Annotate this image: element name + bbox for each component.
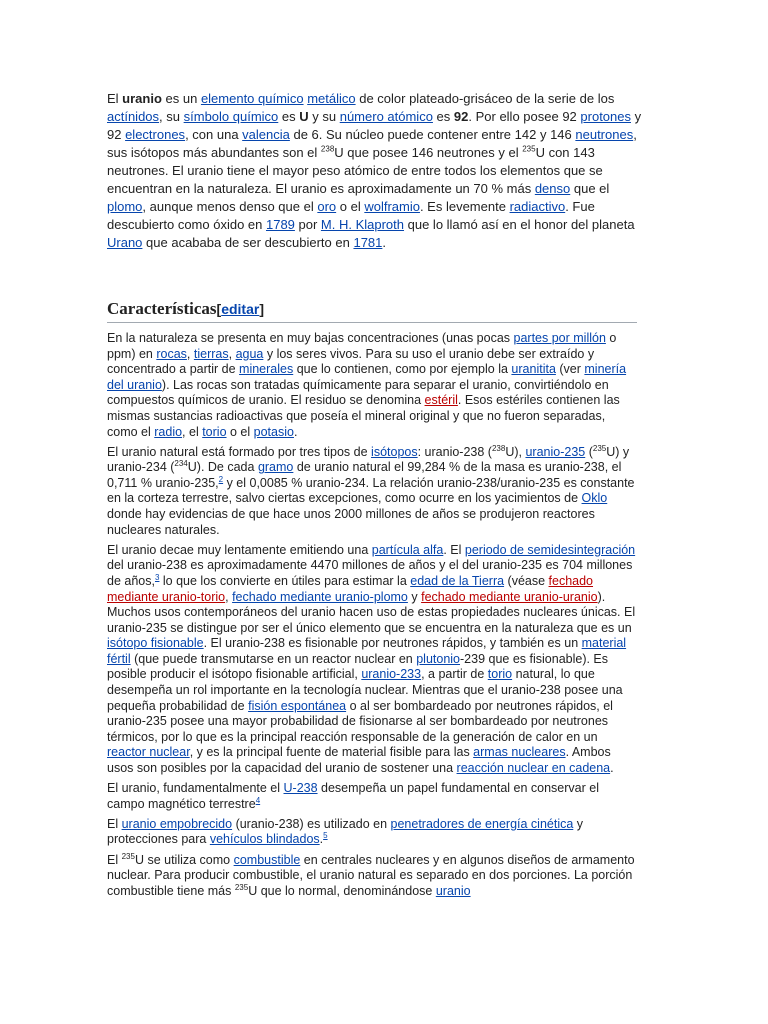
link-radio[interactable]: radio (154, 424, 183, 439)
link-mineria-del-uranio[interactable]: minería del uranio (107, 362, 627, 392)
link-wolframio[interactable]: wolframio (364, 199, 420, 214)
text-run: en centrales nucleares y en algunos diseños de armamento nuclear. Para producir combustible, el uranio natural es separado en dos porciones. La porción combustible tiene más (107, 852, 635, 898)
link-actinidos[interactable]: actínidos (107, 109, 160, 124)
link-urano[interactable]: Urano (107, 235, 143, 250)
text-run: lo que los convierte en útiles para estimar la (159, 573, 411, 588)
text-run: , con una (185, 127, 243, 142)
link-electrones[interactable]: electrones (125, 127, 186, 142)
text-run: . Esos estériles contienen las mismas sustancias radioactivas que poseía el mineral original y que no fueron separadas, como el (107, 393, 620, 439)
reference-3[interactable]: 3 (154, 572, 160, 582)
paragraph-fuel (107, 853, 637, 900)
text-run: y protecciones para (107, 816, 584, 847)
text-run: U se utiliza como (134, 852, 234, 867)
link-fision-espontanea[interactable]: fisión espontánea (248, 698, 347, 713)
link-agua[interactable]: agua (235, 346, 264, 361)
intro-paragraph (107, 90, 647, 252)
text-run: , sus isótopos más abundantes son el (107, 127, 637, 160)
mass-number-superscript: 238 (491, 443, 506, 453)
text-run: El (107, 852, 122, 867)
paragraph-decay (107, 543, 637, 777)
text-run: o el (336, 199, 365, 214)
text-run: de 6. Su núcleo puede contener entre 142 y 146 (289, 127, 576, 142)
mass-number-superscript: 235 (121, 851, 135, 861)
text-run: y (407, 589, 422, 604)
link-isotopos[interactable]: isótopos (371, 444, 418, 459)
text-run: . Es levemente (419, 199, 510, 214)
text-run: y el 0,0085 % uranio-234. La relación uranio-238/uranio-235 es constante en la corteza terrestre, salvo ciertas excepciones, como ocurre en los yacimientos de (107, 475, 635, 506)
text-run: y su (308, 109, 340, 124)
link-tierras[interactable]: tierras (193, 346, 229, 361)
link-radiactivo[interactable]: radiactivo (509, 199, 566, 214)
bold-term: U (299, 109, 309, 124)
link-penetradores-de-energia-cinetica[interactable]: penetradores de energía cinética (390, 816, 574, 831)
link-combustible[interactable]: combustible (233, 852, 301, 867)
redlink-fechado-mediante-uranio-uranio[interactable]: fechado mediante uranio-uranio (421, 589, 598, 604)
text-run: El uranio decae muy lentamente emitiendo una (107, 542, 372, 557)
text-run: , el (182, 424, 203, 439)
text-run: ). Las rocas son tratadas químicamente para separar el uranio, convirtiéndolo en compuestos químicos de uranio. El residuo se denomina (107, 377, 609, 408)
mass-number-superscript: 235 (234, 882, 249, 892)
link-particula-alfa[interactable]: partícula alfa (371, 542, 444, 557)
text-run: U que lo normal, denominándose (248, 883, 436, 898)
reference-superscript (323, 831, 327, 840)
link-partes-por-millon[interactable]: partes por millón (513, 331, 606, 345)
link-protones[interactable]: protones (580, 109, 631, 124)
edit-bracket-close: ] (259, 301, 264, 317)
link-minerales[interactable]: minerales (239, 362, 294, 377)
bold-term: uranio (122, 91, 162, 106)
link-u-238[interactable]: U-238 (283, 781, 318, 796)
link-torio[interactable]: torio (202, 424, 227, 439)
text-run: . Por ello posee 92 (468, 109, 581, 124)
link-oro[interactable]: oro (317, 199, 337, 214)
text-run: U con 143 neutrones. El uranio tiene el mayor peso atómico de entre todos los elementos que se encuentran en la naturaleza. El uranio es aproximadamente un 70 % más (107, 145, 603, 196)
link-uranitita[interactable]: uranitita (511, 362, 556, 377)
text-run: es (432, 109, 454, 124)
text-run: de uranio natural el 99,284 % de la masa es uranio-238, el 0,711 % uranio-235, (107, 460, 622, 490)
link-denso[interactable]: denso (534, 181, 571, 196)
link-fechado-mediante-uranio-plomo[interactable]: fechado mediante uranio-plomo (232, 589, 408, 604)
redlink-esteril[interactable]: estéril (424, 393, 458, 408)
link-m-h-klaproth[interactable]: M. H. Klaproth (320, 217, 405, 232)
text-run: por (294, 217, 321, 232)
link-reactor-nuclear[interactable]: reactor nuclear (107, 745, 190, 760)
text-run: El (107, 816, 122, 831)
edit-bracket-open: [ (216, 301, 222, 317)
link-1781[interactable]: 1781 (353, 235, 383, 250)
link-valencia[interactable]: valencia (242, 127, 290, 142)
link-gramo[interactable]: gramo (257, 460, 294, 475)
link-uranio-233[interactable]: uranio-233 (361, 667, 422, 682)
paragraph-magnetic-field (107, 781, 637, 812)
text-run: U) y uranio-234 ( (107, 444, 630, 475)
text-run: y los seres vivos. Para su uso el uranio debe ser extraído y concentrado a partir de (107, 346, 595, 377)
link-vehiculos-blindados[interactable]: vehículos blindados (209, 832, 320, 847)
text-run: o el (226, 424, 254, 439)
link-1789[interactable]: 1789 (265, 217, 295, 232)
text-run: U que posee 146 neutrones y el (334, 145, 523, 160)
link-numero-atomico[interactable]: número atómico (339, 109, 433, 124)
text-run: (que puede transmutarse en un reactor nuclear en (130, 651, 417, 666)
text-run: que el (570, 181, 610, 196)
text-run: U), (505, 444, 526, 459)
text-run: . (610, 761, 614, 776)
reference-superscript (256, 796, 260, 805)
text-run: desempeña un papel fundamental en conservar el campo magnético terrestre (107, 781, 599, 811)
text-run: El uranio, fundamentalmente el (107, 781, 284, 796)
text-run: que acababa de ser descubierto en (142, 235, 354, 250)
bold-term: 92 (453, 109, 469, 124)
text-run: es un (161, 91, 201, 106)
section-body (107, 331, 637, 904)
link-uranio-235[interactable]: uranio-235 (525, 444, 586, 459)
mass-number-superscript: 235 (522, 144, 536, 154)
text-run: , (228, 346, 236, 361)
text-run: de color plateado-grisáceo de la serie de los (355, 91, 615, 106)
reference-2[interactable]: 2 (218, 474, 224, 484)
reference-5[interactable]: 5 (323, 831, 328, 841)
text-run: , y es la principal fuente de material fisible para las (189, 745, 474, 760)
text-run: donde hay evidencias de que hace unos 2000 millones de años se produjeron reactores nucleares naturales. (107, 507, 595, 537)
link-plomo[interactable]: plomo (107, 199, 143, 214)
link-oklo[interactable]: Oklo (581, 491, 608, 506)
text-run: U). De cada (187, 460, 258, 475)
link-simbolo-quimico[interactable]: símbolo químico (183, 109, 279, 124)
link-material-fertil[interactable]: material fértil (107, 636, 627, 666)
mass-number-superscript: 234 (174, 459, 188, 469)
text-run: : uranio-238 ( (417, 444, 492, 459)
text-run: (véase (504, 573, 549, 588)
paragraph-depleted-uranium (107, 817, 637, 848)
link-metalico[interactable]: metálico (307, 91, 356, 106)
text-run: , aunque menos denso que el (142, 199, 318, 214)
text-run: ). Muchos usos contemporáneos del uranio hacen uso de estas propiedades nucleares únicas. El uranio-235 se distingue por ser el único elemento que se encuentra en la naturaleza que es un (107, 589, 636, 635)
text-run: -239 que es fisionable). Es posible producir el isótopo fisionable artificial, (107, 651, 609, 682)
link-edad-de-la-tierra[interactable]: edad de la Tierra (410, 573, 505, 588)
text-run: natural, lo que desempeña un rol importante en la tecnología nuclear. Mientras que el uranio-238 posee una pequeña probabilidad de (107, 667, 623, 713)
link-armas-nucleares[interactable]: armas nucleares (473, 745, 566, 760)
text-run: es (278, 109, 300, 124)
paragraph-isotopes (107, 445, 637, 539)
link-potasio[interactable]: potasio (253, 424, 294, 439)
mass-number-superscript: 238 (320, 144, 335, 154)
link-uranio-empobrecido[interactable]: uranio empobrecido (121, 816, 233, 831)
text-run: El uranio natural está formado por tres tipos de (107, 444, 372, 459)
mass-number-superscript: 235 (592, 443, 607, 453)
text-run: , (225, 589, 233, 604)
text-run: . Ambos usos son posibles por la capacidad del uranio de sostener una (107, 745, 611, 776)
reference-4[interactable]: 4 (255, 795, 261, 805)
link-rocas[interactable]: rocas (156, 346, 187, 361)
text-run: . Fue descubierto como óxido en (107, 199, 595, 232)
text-run: , a partir de (421, 667, 488, 682)
text-run: que lo llamó así en el honor del planeta (404, 217, 635, 232)
text-run: , (186, 346, 194, 361)
text-run: . El (443, 542, 465, 557)
text-run: que lo contienen, como por ejemplo la (293, 362, 512, 377)
link-elemento-quimico[interactable]: elemento químico (200, 91, 304, 106)
section-heading (107, 298, 637, 323)
text-run: ( (585, 444, 593, 459)
link-torio[interactable]: torio (487, 667, 513, 682)
link-plutonio[interactable]: plutonio (416, 651, 461, 666)
link-reaccion-nuclear-en-cadena[interactable]: reacción nuclear en cadena (456, 761, 611, 776)
text-run: (ver (555, 362, 585, 377)
text-run: . (382, 235, 387, 250)
text-run: El (107, 91, 123, 106)
section-title: Características (107, 299, 217, 318)
link-uranio[interactable]: uranio (435, 883, 471, 898)
text-run: . (293, 424, 298, 439)
text-run: (uranio-238) es utilizado en (232, 816, 391, 831)
text-run: o al ser bombardeado por neutrones rápidos, el uranio-235 posee una mayor probabilidad de fisionarse al ser bombardeado por neutrones térmicos, por lo que es la principal reacción responsable de la generación de calor en un (107, 698, 613, 744)
text-run: En la naturaleza se presenta en muy bajas concentraciones (unas pocas (107, 331, 514, 345)
text-run: y 92 (107, 109, 642, 142)
text-run: . (319, 832, 324, 847)
text-run: , su (159, 109, 184, 124)
text-run: . El uranio-238 es fisionable por neutrones rápidos, y también es un (203, 636, 582, 651)
edit-section-link[interactable]: editar (221, 301, 260, 317)
link-isotopo-fisionable[interactable]: isótopo fisionable (107, 636, 204, 651)
paragraph-natural-occurrence (107, 331, 637, 440)
link-neutrones[interactable]: neutrones (575, 127, 634, 142)
link-periodo-de-semidesintegracion[interactable]: periodo de semidesintegración (464, 542, 636, 557)
redlink-fechado-mediante-uranio-torio[interactable]: fechado mediante uranio-torio (107, 573, 594, 604)
text-run: o ppm) en (107, 331, 617, 361)
text-run: del uranio-238 es aproximadamente 4470 millones de años y el del uranio-235 es 704 millones de años, (107, 558, 633, 588)
